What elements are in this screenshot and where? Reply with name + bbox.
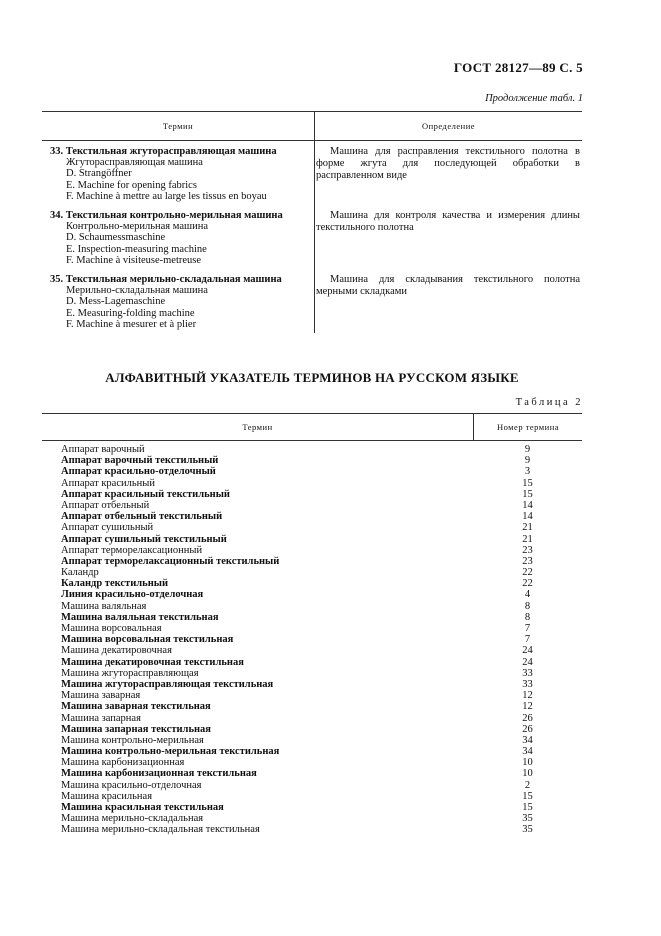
term-french: F. Machine à visiteuse-metreuse	[66, 254, 202, 266]
index-term: Аппарат красильный	[61, 477, 155, 489]
table-row	[42, 802, 582, 813]
index-term: Машина мерильно-складальная	[61, 813, 204, 825]
table2-header-rule	[42, 440, 582, 441]
term-english: E. Measuring-folding machine	[66, 307, 195, 319]
index-term: Машина контрольно-мерильная	[61, 734, 204, 746]
table-row	[42, 813, 582, 824]
term-title: 34. Текстильная контрольно-мерильная машина	[50, 210, 283, 221]
index-term-number: 10	[522, 757, 533, 769]
table-row	[42, 735, 582, 746]
index-term-number: 34	[522, 734, 533, 746]
index-term: Машина ворсовальная	[61, 623, 162, 634]
table-row	[42, 713, 582, 724]
table-row	[42, 556, 582, 567]
table-row	[42, 455, 582, 466]
term-english: E. Inspection-measuring machine	[66, 243, 207, 255]
table1-header-definition: Определение	[421, 121, 476, 131]
index-term-number: 35	[522, 813, 533, 825]
index-term: Аппарат терморелаксационный	[61, 544, 203, 556]
table-row	[42, 780, 582, 791]
index-term: Машина карбонизационная	[61, 757, 185, 769]
index-term: Машина жгуторасправляющая	[61, 667, 199, 679]
table-row	[42, 623, 582, 634]
table1-top-rule	[42, 111, 582, 112]
continuation-label: Продолжение табл. 1	[485, 93, 583, 104]
index-term-number: 12	[522, 701, 533, 713]
term-definition-35: Машина для складывания текстильного полотна мерными складками	[316, 274, 580, 297]
index-term: Машина мерильно-складальная текстильная	[61, 824, 260, 836]
table-row	[42, 701, 582, 712]
index-term-number: 15	[522, 790, 533, 802]
table-row	[42, 466, 582, 477]
term-definition-34: Машина для контроля качества и измерения длины текстильного полотна	[316, 210, 580, 233]
index-term-number: 12	[522, 690, 533, 702]
table2-top-rule	[42, 413, 582, 414]
term-entry-33	[50, 146, 312, 202]
table-row	[42, 791, 582, 802]
table-row	[42, 589, 582, 600]
table2-header-number: Номер термина	[496, 422, 560, 432]
index-term-number: 7	[524, 634, 531, 646]
index-term: Аппарат отбельный текстильный	[61, 511, 223, 523]
index-term-number: 14	[522, 511, 533, 523]
index-term: Машина декатировочная текстильная	[61, 656, 244, 668]
term-english: E. Machine for opening fabrics	[66, 179, 197, 191]
term-title: 33. Текстильная жгуторасправляющая машина	[50, 146, 277, 157]
table-row	[42, 567, 582, 578]
index-term-number: 33	[522, 667, 533, 679]
index-term-number: 3	[524, 466, 531, 478]
table-row	[42, 645, 582, 656]
table-row	[42, 690, 582, 701]
term-synonym: Контрольно-мерильная машина	[66, 221, 208, 233]
term-french: F. Machine à mettre au large les tissus en boyau	[66, 190, 267, 202]
index-term-number: 9	[524, 455, 531, 467]
table2-label: Таблица 2	[515, 397, 583, 408]
term-french: F. Machine à mesurer et à plier	[66, 318, 197, 330]
index-term-number: 35	[522, 824, 533, 836]
table-row	[42, 668, 582, 679]
table-row	[42, 522, 582, 533]
index-term: Аппарат сушильный	[61, 522, 154, 534]
table1-header-term: Термин	[162, 121, 194, 131]
index-term: Машина заварная	[61, 690, 141, 702]
index-term: Аппарат сушильный текстильный	[61, 533, 227, 545]
table-row	[42, 511, 582, 522]
index-term-number: 24	[522, 656, 533, 668]
index-term-number: 24	[522, 645, 533, 657]
index-term: Каландр текстильный	[61, 578, 168, 590]
index-term: Машина жгуторасправляющая текстильная	[61, 678, 274, 690]
index-term-number: 10	[522, 768, 533, 780]
table-row	[42, 612, 582, 623]
index-term: Машина запарная	[61, 712, 141, 724]
index-term-number: 8	[524, 600, 531, 612]
index-term: Машина красильно-отделочная	[61, 779, 202, 791]
table-row	[42, 634, 582, 645]
index-term-number: 2	[524, 779, 531, 791]
index-term: Машина контрольно-мерильная текстильная	[61, 746, 280, 758]
table-row	[42, 578, 582, 589]
index-term: Аппарат варочный текстильный	[61, 455, 219, 467]
index-term: Машина декатировочная	[61, 645, 172, 657]
index-term: Линия красильно-отделочная	[61, 589, 204, 601]
table-row	[42, 601, 582, 612]
index-term: Аппарат красильно-отделочный	[61, 466, 216, 478]
index-term: Машина ворсовальная текстильная	[61, 634, 234, 646]
table-row	[42, 534, 582, 545]
index-term: Машина красильная текстильная	[61, 802, 224, 813]
table-row	[42, 478, 582, 489]
index-term-number: 15	[522, 477, 533, 489]
term-synonym: Мерильно-складальная машина	[66, 285, 208, 297]
table-row	[42, 489, 582, 500]
index-term-number: 21	[522, 533, 533, 545]
index-title: АЛФАВИТНЫЙ УКАЗАТЕЛЬ ТЕРМИНОВ НА РУССКОМ ЯЗЫКЕ	[105, 370, 519, 385]
index-term-number: 23	[522, 555, 533, 567]
term-entry-35	[50, 274, 312, 330]
table-row	[42, 757, 582, 768]
term-german: D. Mess-Lagemaschine	[66, 296, 166, 308]
index-term: Аппарат варочный	[61, 444, 145, 455]
index-term: Машина запарная текстильная	[61, 723, 211, 735]
index-term-number: 26	[522, 723, 533, 735]
table1-header-rule	[42, 140, 582, 141]
term-definition-33: Машина для расправления текстильного полотна в форме жгута для последующей обработки в расправленном виде	[316, 146, 580, 181]
index-term-number: 4	[524, 589, 531, 601]
table-row	[42, 746, 582, 757]
index-table-body	[42, 444, 582, 836]
term-german: D. Strangöffner	[66, 168, 132, 180]
index-term: Каландр	[61, 567, 99, 579]
index-term-number: 9	[524, 444, 531, 455]
table-row	[42, 679, 582, 690]
document-reference: ГОСТ 28127—89 С. 5	[453, 60, 583, 75]
index-term: Аппарат терморелаксационный текстильный	[61, 555, 280, 567]
index-term-number: 22	[522, 578, 533, 590]
table2-header-term: Термин	[242, 422, 273, 432]
index-term-number: 14	[522, 499, 533, 511]
index-term-number: 15	[522, 802, 533, 813]
term-synonym: Жгуторасправляющая машина	[66, 157, 203, 169]
index-term-number: 33	[522, 678, 533, 690]
table-row	[42, 657, 582, 668]
index-term-number: 7	[524, 623, 531, 634]
term-title: 35. Текстильная мерильно-складальная машина	[50, 274, 282, 285]
index-term: Машина заварная текстильная	[61, 701, 211, 713]
index-term-number: 26	[522, 712, 533, 724]
table-row	[42, 824, 582, 835]
index-term: Машина карбонизационная текстильная	[61, 768, 257, 780]
index-term-number: 23	[522, 544, 533, 556]
index-term: Машина валяльная	[61, 600, 147, 612]
table-row	[42, 724, 582, 735]
term-german: D. Schaumessmaschine	[66, 232, 166, 244]
index-term-number: 8	[524, 611, 531, 623]
table-row	[42, 545, 582, 556]
table-row	[42, 768, 582, 779]
table-row	[42, 500, 582, 511]
index-term: Машина красильная	[61, 790, 153, 802]
index-term-number: 22	[522, 567, 533, 579]
index-term-number: 34	[522, 746, 533, 758]
term-entry-34	[50, 210, 312, 266]
index-term: Машина валяльная текстильная	[61, 611, 219, 623]
index-term: Аппарат отбельный	[61, 499, 150, 511]
index-term-number: 15	[522, 488, 533, 500]
table-row	[42, 444, 582, 455]
index-term-number: 21	[522, 522, 533, 534]
index-term: Аппарат красильный текстильный	[61, 488, 230, 500]
table1-column-divider	[314, 111, 315, 333]
